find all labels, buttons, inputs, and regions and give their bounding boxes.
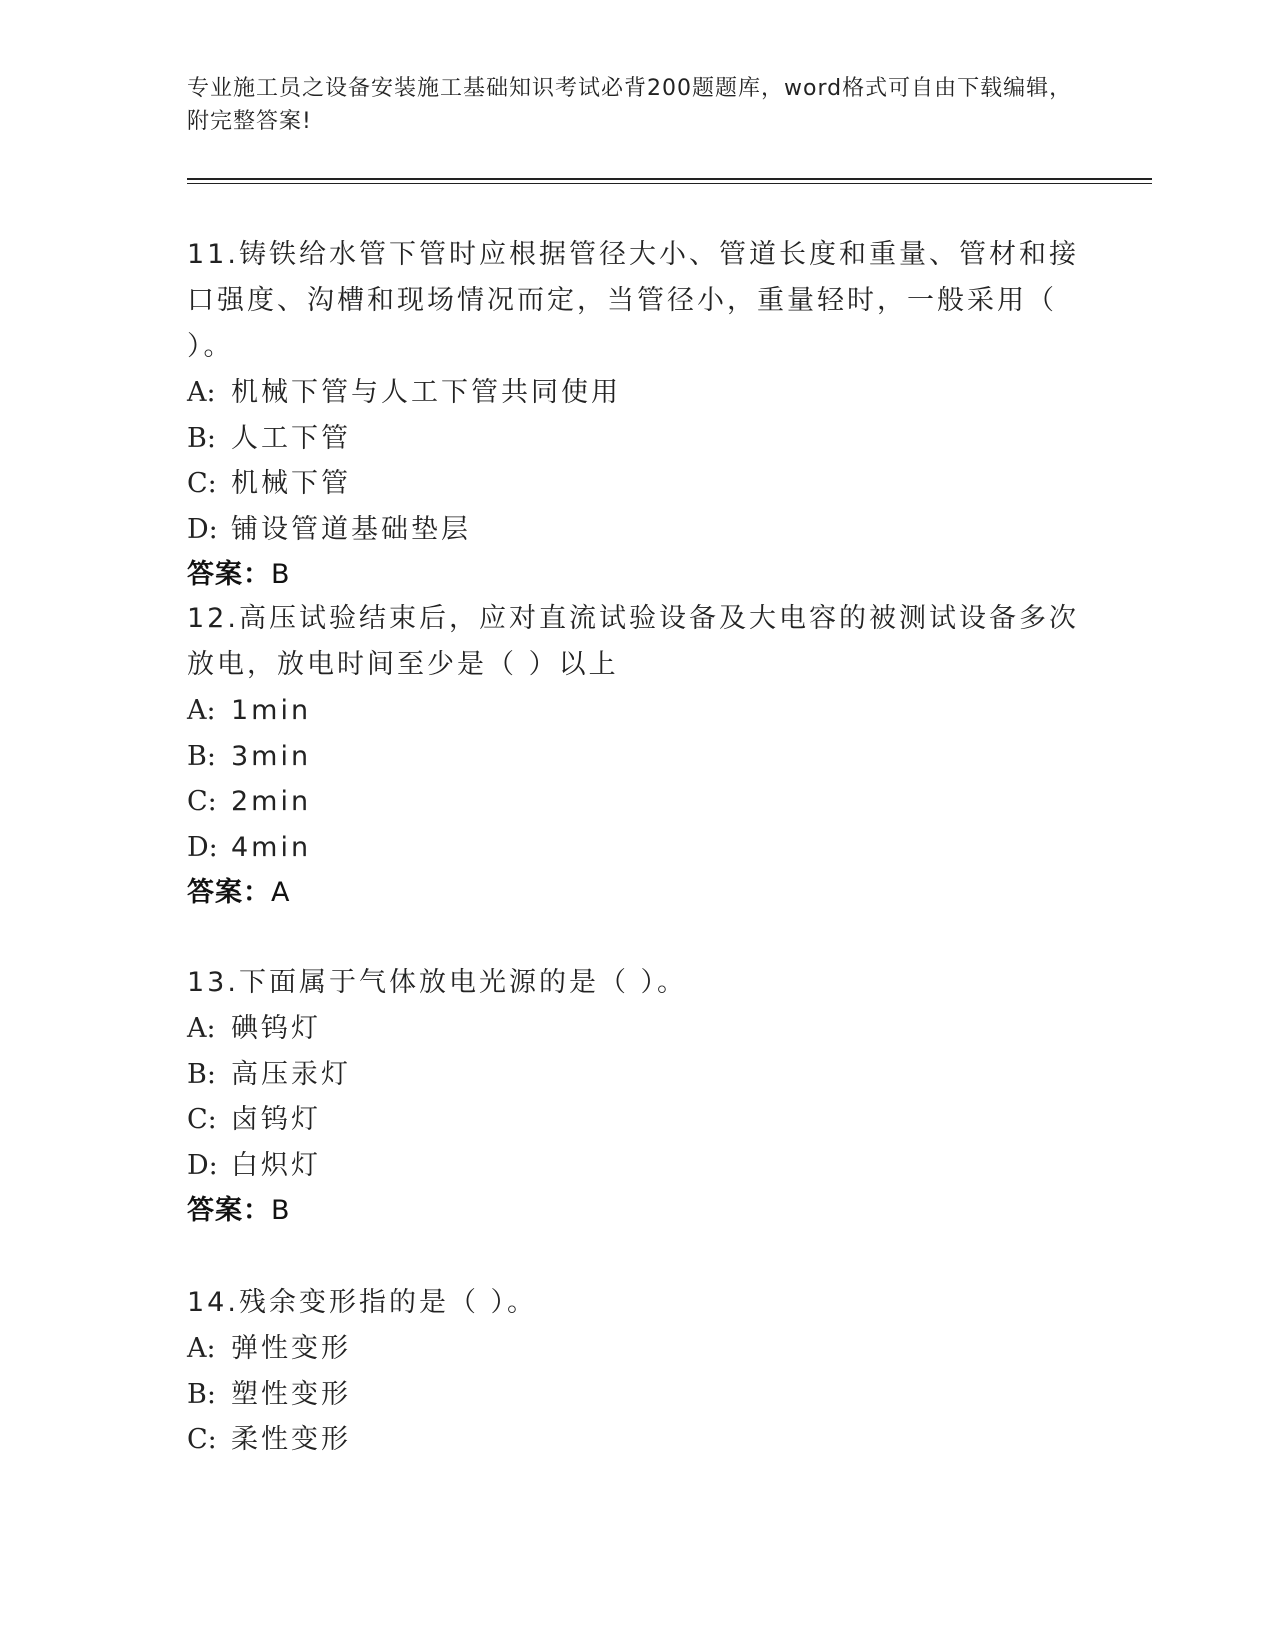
- question-stem: 铸铁给水管下管时应根据管径大小、管道长度和重量、管材和接口强度、沟槽和现场情况而定，当管径小，重量轻时，一般采用（ ）。: [187, 239, 1079, 362]
- question-number: 11.: [187, 239, 239, 270]
- option-text: 机械下管: [231, 468, 351, 499]
- option-text: 弹性变形: [231, 1333, 351, 1364]
- answer-value: B: [271, 1195, 291, 1226]
- title-divider-thin: [187, 183, 1152, 184]
- option-text: 卤钨灯: [231, 1104, 321, 1135]
- option-key: D:: [187, 831, 218, 863]
- option-key: A:: [187, 1333, 216, 1364]
- question-stem: 下面属于气体放电光源的是（ ）。: [238, 967, 688, 998]
- option-d: [187, 825, 1087, 871]
- option-b: [187, 1052, 1087, 1098]
- option-c: [187, 779, 1087, 825]
- option-a: [187, 370, 1087, 416]
- option-d: [187, 1143, 1087, 1189]
- option-key: C:: [187, 1104, 217, 1135]
- option-b: [187, 734, 1087, 780]
- question-text: [187, 960, 1087, 1006]
- option-text: 柔性变形: [231, 1424, 351, 1455]
- option-c: [187, 1097, 1087, 1143]
- option-a: [187, 688, 1087, 734]
- answer-line: [187, 1188, 1087, 1234]
- option-key: C:: [187, 786, 217, 817]
- option-d: [187, 507, 1087, 553]
- answer-label: 答案：: [187, 877, 271, 908]
- question-13: [187, 960, 1087, 1234]
- answer-line: [187, 552, 1087, 598]
- option-key: B:: [187, 1058, 216, 1090]
- question-12: [187, 596, 1087, 916]
- question-number: 12.: [187, 603, 239, 634]
- option-key: A:: [187, 1013, 216, 1044]
- title-divider: [187, 178, 1152, 180]
- option-text: 碘钨灯: [231, 1013, 321, 1044]
- option-text: 1min: [231, 695, 312, 726]
- answer-label: 答案：: [187, 559, 271, 590]
- question-text: [187, 232, 1087, 370]
- question-number: 14.: [187, 1287, 239, 1318]
- option-b: [187, 1372, 1087, 1418]
- option-text: 白炽灯: [231, 1149, 321, 1181]
- option-key: D:: [187, 513, 218, 545]
- question-text: [187, 596, 1087, 688]
- answer-label: 答案：: [187, 1195, 271, 1226]
- option-b: [187, 416, 1087, 462]
- question-stem: 高压试验结束后，应对直流试验设备及大电容的被测试设备多次放电，放电时间至少是（ ）以上: [187, 603, 1079, 680]
- question-number: 13.: [187, 967, 239, 998]
- question-stem: 残余变形指的是（ ）。: [238, 1287, 538, 1318]
- option-c: [187, 461, 1087, 507]
- option-text: 4min: [231, 831, 312, 863]
- option-text: 高压汞灯: [231, 1058, 351, 1090]
- option-key: C:: [187, 468, 217, 499]
- option-c: [187, 1417, 1087, 1463]
- option-key: A:: [187, 377, 216, 408]
- option-text: 2min: [231, 786, 312, 817]
- answer-value: B: [271, 559, 291, 590]
- option-text: 塑性变形: [231, 1378, 351, 1410]
- answer-line: [187, 870, 1087, 916]
- option-a: [187, 1006, 1087, 1052]
- option-a: [187, 1326, 1087, 1372]
- question-14: [187, 1280, 1087, 1463]
- answer-value: A: [271, 877, 291, 908]
- option-text: 机械下管与人工下管共同使用: [231, 377, 621, 408]
- option-text: 人工下管: [231, 422, 351, 454]
- option-key: A:: [187, 695, 216, 726]
- option-key: D:: [187, 1149, 218, 1181]
- option-key: B:: [187, 1378, 216, 1410]
- option-key: C:: [187, 1424, 217, 1455]
- option-text: 3min: [231, 740, 312, 772]
- document-title: 专业施工员之设备安装施工基础知识考试必背200题题库，word格式可自由下载编辑，附完整答案!: [187, 76, 1073, 134]
- option-text: 铺设管道基础垫层: [231, 513, 471, 545]
- question-11: [187, 232, 1087, 598]
- option-key: B:: [187, 740, 216, 772]
- question-text: [187, 1280, 1087, 1326]
- option-key: B:: [187, 422, 216, 454]
